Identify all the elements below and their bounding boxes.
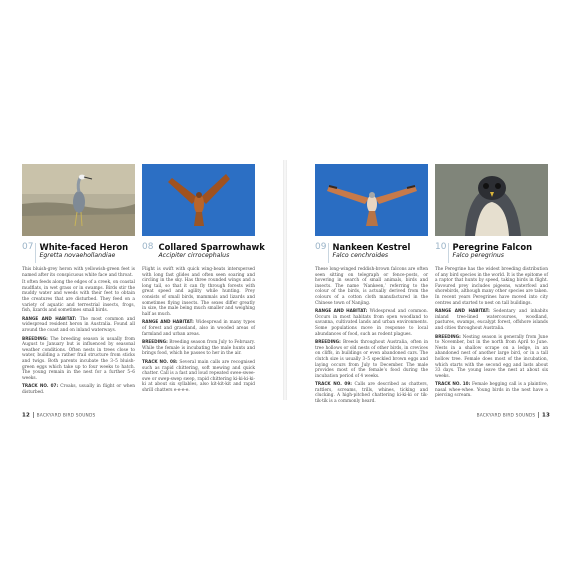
species-entry-white-faced-heron <box>22 164 135 397</box>
range-label: RANGE AND HABITAT: <box>22 315 77 321</box>
track-text: Several main calls are recognised such as rapid chittering, soft mewing and quick chatter. Call is a fast and loud repeated swee-swee-swe or swep-swep swep, rapid chittering ki-ki-ki-ki-ki at about six syllables, also kit-kit-kit and rapid shrill chatters e-e-e-e. <box>142 359 256 393</box>
heading-divider <box>35 243 36 263</box>
entry-heading <box>22 242 135 263</box>
entry-heading <box>142 242 265 263</box>
range-label: RANGE AND HABITAT: <box>435 308 490 314</box>
peregrine-photo <box>435 164 548 236</box>
species-entry-nankeen-kestrel <box>315 164 428 407</box>
heading-divider <box>448 243 449 263</box>
breeding-text: Nesting season is generally from June to November, but in the north from April to June. Nests in a shallow scrape on a ledge, in an abandoned nest of another large bird, or in a tall hollow tree. Female does most of the incubation, which starts with the second egg and lasts about 33 days. The young leave the nest at about six weeks. <box>435 334 548 379</box>
heading-divider <box>328 243 329 263</box>
right-page <box>287 0 570 570</box>
breeding-text: Breeding season from July to February. While the female is incubating the male hunts and brings food, which he passes to her in the air. <box>142 340 255 357</box>
track-label: TRACK NO. 09: <box>315 381 352 387</box>
range-text: Widespread and common. Occurs in most habitats from open woodland to savanna, cultivated lands and urban environments. Some populations move in response to local abundances of food, such as rodent plagues. <box>315 309 428 337</box>
track-text: Female begging call is a plaintive, nasal whee-whee. Young birds in the nest have a piercing scream. <box>435 382 548 399</box>
running-title: BACKYARD BIRD SOUNDS <box>36 413 96 419</box>
footer-divider <box>33 412 34 418</box>
breeding-text: The breeding season is usually from August to January but is influenced by seasonal weather conditions. Often nests in trees close to water, building a rather frail structure from sticks and twigs. Both parents incubate the 3–5 bluish-green eggs which take up to four weeks to hatch. The young remain in the nest for a further 5–6 weeks. <box>22 336 135 381</box>
kestrel-photo <box>315 164 428 236</box>
scientific-name: Falco cenchroides <box>332 252 389 259</box>
track-label: TRACK NO. 07: <box>22 383 59 389</box>
entry-number: 10 <box>435 242 447 252</box>
scientific-name: Falco peregrinus <box>452 252 505 259</box>
track-label: TRACK NO. 10: <box>435 381 471 387</box>
entry-number: 09 <box>315 242 327 252</box>
entry-text <box>315 267 428 405</box>
common-name: Peregrine Falcon <box>452 242 533 252</box>
breeding-label: BREEDING: <box>315 339 341 345</box>
sparrowhawk-photo <box>142 164 255 236</box>
common-name: Nankeen Kestrel <box>332 242 411 252</box>
range-text: Sedentary and inhabits inland tree-lined watercourses, woodland, pastures, swamps, eucalypt forest, offshore islands and cities throughout Australia. <box>435 309 548 331</box>
scientific-name: Egretta novaehollandiae <box>39 252 116 259</box>
range-label: RANGE AND HABITAT: <box>315 308 368 314</box>
description-paragraph: The Peregrine has the widest breeding distribution of any bird species in the world. It is the epitome of a raptor that hunts by speed, taking birds in flight. Favoured prey includes pigeons, waterfowl and shorebirds, although many other species are taken. In recent years Peregrines have moved into city centres and started to nest on tall buildings. <box>435 267 548 306</box>
entry-heading <box>315 242 428 263</box>
entry-heading <box>435 242 548 263</box>
entry-number: 08 <box>142 242 154 252</box>
breeding-text: Breeds throughout Australia, often in tree hollows or old nests of other birds, in crevices on cliffs, in buildings or even abandoned cars. The clutch size is usually 3–5 speckled brown eggs and laying occurs from July to December. The male provides most of the female’s food during the incubation period of 4 weeks. <box>315 340 428 379</box>
page-number: 12 <box>22 412 31 419</box>
description-paragraph: These long-winged reddish-brown falcons are often seen sitting on telegraph or fence-posts, or hovering in search of small animals, birds and insects. The name ‘Nankeen,’ referring to the colour of the birds, is actually derived from the colours of a cotton cloth manufactured in the Chinese town of Nanjing. <box>315 267 428 306</box>
page-footer-left <box>22 412 95 419</box>
entry-text <box>435 267 548 399</box>
page-footer-right <box>477 412 550 419</box>
range-text: The most common and widespread resident heron in Australia. Found all around the coast and on inland waterways. <box>22 316 135 333</box>
left-page <box>0 0 283 570</box>
track-label: TRACK NO. 08: <box>142 358 178 364</box>
entry-text <box>142 267 255 393</box>
description-paragraph: Flight is swift with quick wing-beats interspersed with long fast glides and often seen soaring and circling in the sky. Has three rounded wings and a long tail, so that it can fly through forests with great speed and agility while hunting. Prey consists of small birds, mammals and lizards and sometimes flying insects. The sexes differ greatly in size, the male being much smaller and weighing half as much. <box>142 267 255 317</box>
breeding-label: BREEDING: <box>435 333 461 339</box>
entry-number: 07 <box>22 242 34 252</box>
common-name: White-faced Heron <box>39 242 129 252</box>
breeding-label: BREEDING: <box>22 335 48 341</box>
scientific-name: Accipiter cirrocephalus <box>158 252 230 259</box>
description-paragraph: It often feeds along the edges of a creek, on coastal mudflats, in wet grass or in swamps. Birds stir the muddy water and weeds with their feet to obtain the creatures that are disturbed. They feed on a variety of aquatic and terrestrial insects, frogs, fish, lizards and sometimes small birds. <box>22 280 135 314</box>
common-name: Collared Sparrowhawk <box>158 242 265 252</box>
range-text: Widespread in many types of forest and grassland, also in wooded areas of farmland and urban areas. <box>142 320 255 337</box>
page-number: 13 <box>541 412 550 419</box>
running-title: BACKYARD BIRD SOUNDS <box>476 413 536 419</box>
range-label: RANGE AND HABITAT: <box>142 319 194 325</box>
species-entry-collared-sparrowhawk <box>142 164 265 395</box>
heron-photo <box>22 164 135 236</box>
species-entry-peregrine-falcon <box>435 164 548 401</box>
entry-text <box>22 267 135 395</box>
footer-divider <box>538 412 539 418</box>
track-text: Calls are described as chatters, rattlers, screams, trills, whines, ticking and clucking. A high-pitched chattering ki-ki-ki or tik-tik-tik is a commonly heard. <box>315 382 429 405</box>
description-paragraph: This bluish-grey heron with yellowish-green feet is named after its conspicuous white face and throat. <box>22 267 135 278</box>
track-text: Croaks, usually in flight or when disturbed. <box>22 384 135 395</box>
breeding-label: BREEDING: <box>142 339 168 345</box>
